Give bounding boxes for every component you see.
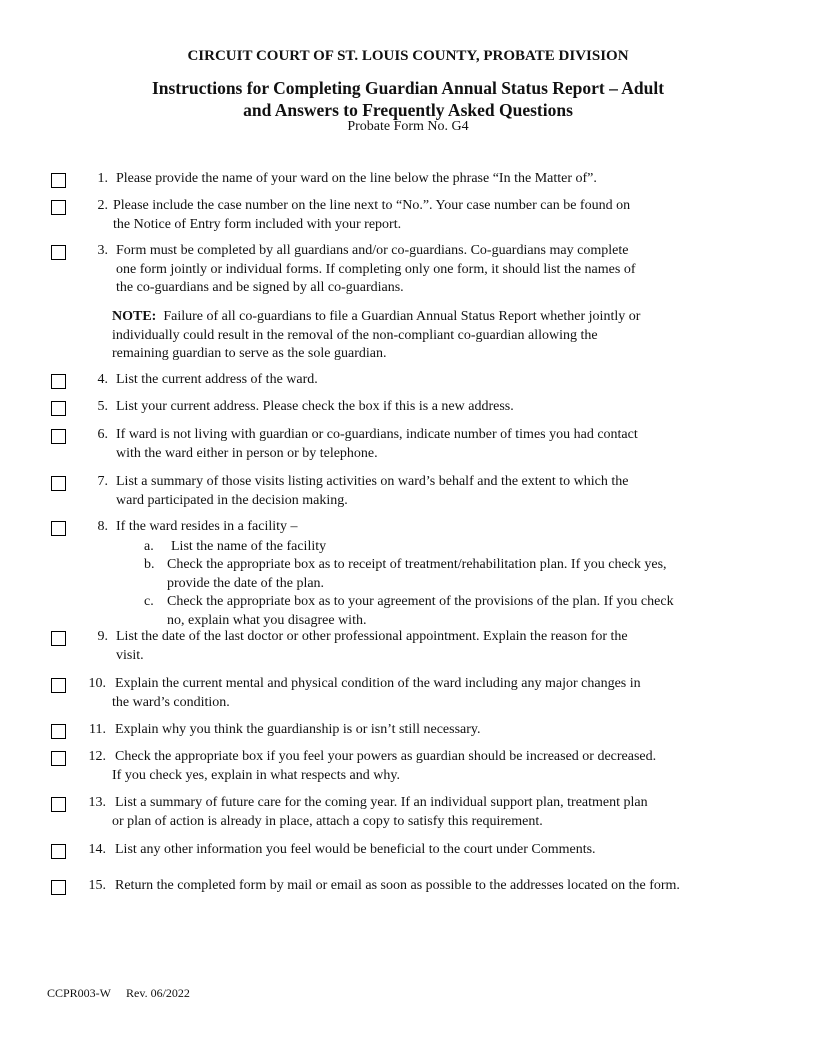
item-text-line: If the ward resides in a facility – [116, 519, 298, 534]
item-text-line: List any other information you feel would be beneficial to the court under Comments. [115, 842, 596, 857]
checkbox-item-10[interactable] [51, 678, 66, 693]
checkbox-item-9[interactable] [51, 631, 66, 646]
checkbox-item-13[interactable] [51, 797, 66, 812]
item-number: 6. [97, 427, 108, 442]
item-number: 4. [97, 372, 108, 387]
item-text-line: one form jointly or individual forms. If completing only one form, it should list the names of [116, 261, 636, 277]
item-text-line: the Notice of Entry form included with your report. [113, 216, 402, 232]
title-line-1: Instructions for Completing Guardian Annual Status Report – Adult [151, 78, 665, 98]
sub-item-letter: a. [144, 539, 154, 554]
item-text-line: Form must be completed by all guardians and/or co-guardians. Co-guardians may complete [116, 243, 629, 258]
checkbox-item-8[interactable] [51, 521, 66, 536]
form-number: Probate Form No. G4 [347, 119, 469, 134]
revision-date: Rev. 06/2022 [126, 986, 190, 1000]
item-text-line: with the ward either in person or by telephone. [116, 445, 378, 461]
item-number: 2. [97, 198, 108, 213]
item-number: 14. [88, 842, 106, 857]
checkbox-item-14[interactable] [51, 844, 66, 859]
note-label: NOTE: [112, 309, 157, 324]
item-text-line: If ward is not living with guardian or co-guardians, indicate number of times you had contact [116, 427, 638, 442]
sub-item-text-line: List the name of the facility [171, 539, 327, 554]
item-text-line: the ward’s condition. [112, 694, 230, 710]
item-number: 11. [89, 722, 106, 737]
item-text-line: List the current address of the ward. [116, 372, 318, 387]
sub-item-letter: b. [144, 557, 155, 572]
item-text-line: the co-guardians and be signed by all co-guardians. [116, 280, 404, 295]
footer [47, 986, 202, 1001]
item-number: 15. [88, 878, 106, 893]
sub-item-text-line: Check the appropriate box as to your agreement of the provisions of the plan. If you check [167, 594, 674, 609]
checkbox-item-12[interactable] [51, 751, 66, 766]
note-block [112, 308, 640, 364]
form-code: CCPR003-W [47, 986, 112, 1000]
note-line-1: Failure of all co-guardians to file a Guardian Annual Status Report whether jointly or [163, 309, 641, 324]
sub-item-text-line: no, explain what you disagree with. [167, 612, 367, 628]
checkbox-item-2[interactable] [51, 200, 66, 215]
checkbox-item-7[interactable] [51, 476, 66, 491]
item-number: 5. [97, 399, 108, 414]
checkbox-item-3[interactable] [51, 245, 66, 260]
item-number: 8. [97, 519, 108, 534]
item-number: 10. [88, 676, 106, 691]
item-text-line: Check the appropriate box if you feel your powers as guardian should be increased or decreased. [115, 749, 657, 764]
item-number: 1. [97, 171, 108, 186]
title-line-2: and Answers to Frequently Asked Questions [243, 100, 573, 120]
sub-item-letter: c. [144, 594, 154, 609]
item-text-line: Explain the current mental and physical condition of the ward including any major changes in [115, 676, 641, 691]
checkbox-item-6[interactable] [51, 429, 66, 444]
checkbox-item-5[interactable] [51, 401, 66, 416]
sub-item-text-line: Check the appropriate box as to receipt of treatment/rehabilitation plan. If you check yes, [167, 557, 667, 572]
sub-item-text-line: provide the date of the plan. [167, 575, 325, 591]
item-text-line: List a summary of those visits listing activities on ward’s behalf and the extent to which the [116, 474, 629, 489]
item-number: 12. [88, 749, 106, 764]
item-text-line: Return the completed form by mail or email as soon as possible to the addresses located on the form. [115, 878, 680, 893]
item-text-line: List your current address. Please check the box if this is a new address. [116, 399, 514, 414]
item-number: 7. [97, 474, 108, 489]
item-text-line: Please include the case number on the line next to “No.”. Your case number can be found on [113, 198, 631, 213]
checkbox-item-1[interactable] [51, 173, 66, 188]
court-name: CIRCUIT COURT OF ST. LOUIS COUNTY, PROBATE DIVISION [187, 48, 629, 64]
note-line-3: remaining guardian to serve as the sole guardian. [112, 346, 387, 361]
item-text-line: List a summary of future care for the coming year. If an individual support plan, treatment plan [115, 795, 648, 810]
checkbox-item-15[interactable] [51, 880, 66, 895]
item-text-line: or plan of action is already in place, attach a copy to satisfy this requirement. [112, 813, 543, 829]
item-text-line: Please provide the name of your ward on the line below the phrase “In the Matter of”. [116, 171, 597, 186]
item-text-line: visit. [116, 647, 144, 663]
note-line-2: individually could result in the removal of the non-compliant co-guardian allowing the [112, 327, 598, 343]
item-text-line: ward participated in the decision making. [116, 492, 348, 508]
document-title [0, 77, 816, 121]
item-text-line: If you check yes, explain in what respects and why. [112, 767, 400, 783]
checkbox-item-4[interactable] [51, 374, 66, 389]
item-number: 9. [97, 629, 108, 644]
item-number: 13. [88, 795, 106, 810]
item-text-line: List the date of the last doctor or other professional appointment. Explain the reason for the [116, 629, 628, 644]
checkbox-item-11[interactable] [51, 724, 66, 739]
item-text-line: Explain why you think the guardianship is or isn’t still necessary. [115, 722, 481, 737]
item-number: 3. [97, 243, 108, 258]
